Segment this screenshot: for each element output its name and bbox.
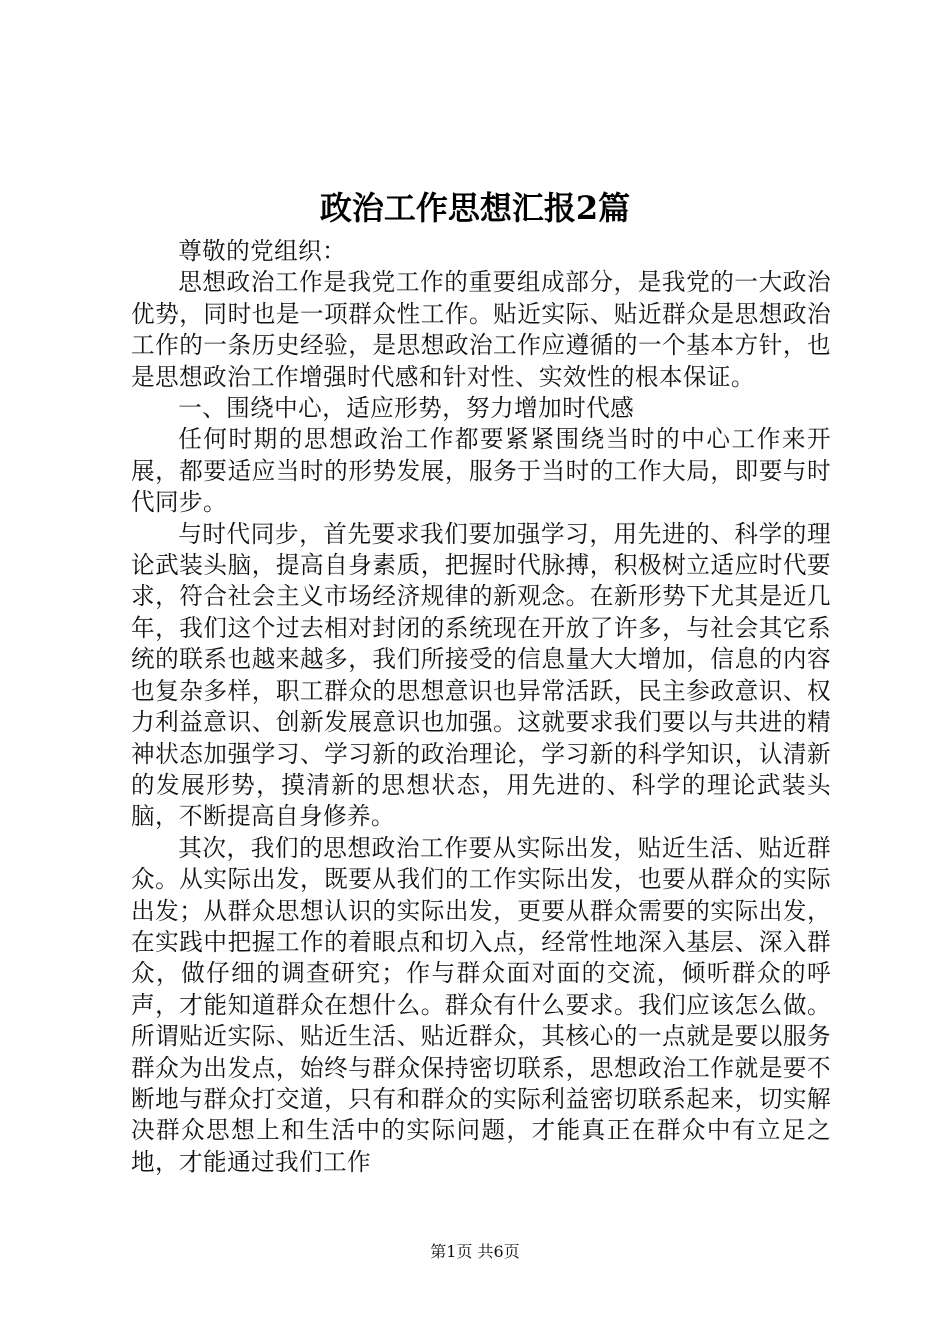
document-title: 政治工作思想汇报2篇 [319, 189, 631, 227]
salutation: 尊敬的党组织： [178, 237, 347, 265]
document-body [131, 236, 831, 1178]
paragraph: 任何时期的思想政治工作都要紧紧围绕当时的中心工作来开展，都要适应当时的形势发展，服务于当时的工作大局，即要与时代同步。 [131, 425, 831, 517]
paragraph: 与时代同步，首先要求我们要加强学习，用先进的、科学的理论武装头脑，提高自身素质，把握时代脉搏，积极树立适应时代要求，符合社会主义市场经济规律的新观念。在新形势下尤其是近几年，我们这个过去相对封闭的系统现在开放了许多，与社会其它系统的联系也越来越多，我们所接受的信息量大大增加，信息的内容也复杂多样，职工群众的思想意识也异常活跃，民主参政意识、权力利益意识、创新发展意识也加强。这就要求我们要以与共进的精神状态加强学习、学习新的政治理论，学习新的科学知识，认清新的发展形势，摸清新的思想状态，用先进的、科学的理论武装头脑，不断提高自身修养。 [131, 519, 831, 831]
section-heading-1: 一、围绕中心，适应形势，努力增加时代感 [178, 394, 635, 423]
page-number-footer: 第1页 共6页 [430, 1242, 520, 1261]
paragraph: 其次，我们的思想政治工作要从实际出发，贴近生活、贴近群众。从实际出发，既要从我们的工作实际出发，也要从群众的实际出发；从群众思想认识的实际出发，更要从群众需要的实际出发，在实践中把握工作的着眼点和切入点，经常性地深入基层、深入群众，做仔细的调查研究；作与群众面对面的交流，倾听群众的呼声，才能知道群众在想什么。群众有什么要求。我们应该怎么做。所谓贴近实际、贴近生活、贴近群众，其核心的一点就是要以服务群众为出发点，始终与群众保持密切联系，思想政治工作就是要不断地与群众打交道，只有和群众的实际利益密切联系起来，切实解决群众思想上和生活中的实际问题，才能真正在群众中有立足之地，才能通过我们工作 [131, 833, 831, 1176]
paragraph-intro: 思想政治工作是我党工作的重要组成部分，是我党的一大政治优势，同时也是一项群众性工作。贴近实际、贴近群众是思想政治工作的一条历史经验，是思想政治工作应遵循的一个基本方针，也是思想政治工作增强时代感和针对性、实效性的根本保证。 [131, 268, 831, 391]
